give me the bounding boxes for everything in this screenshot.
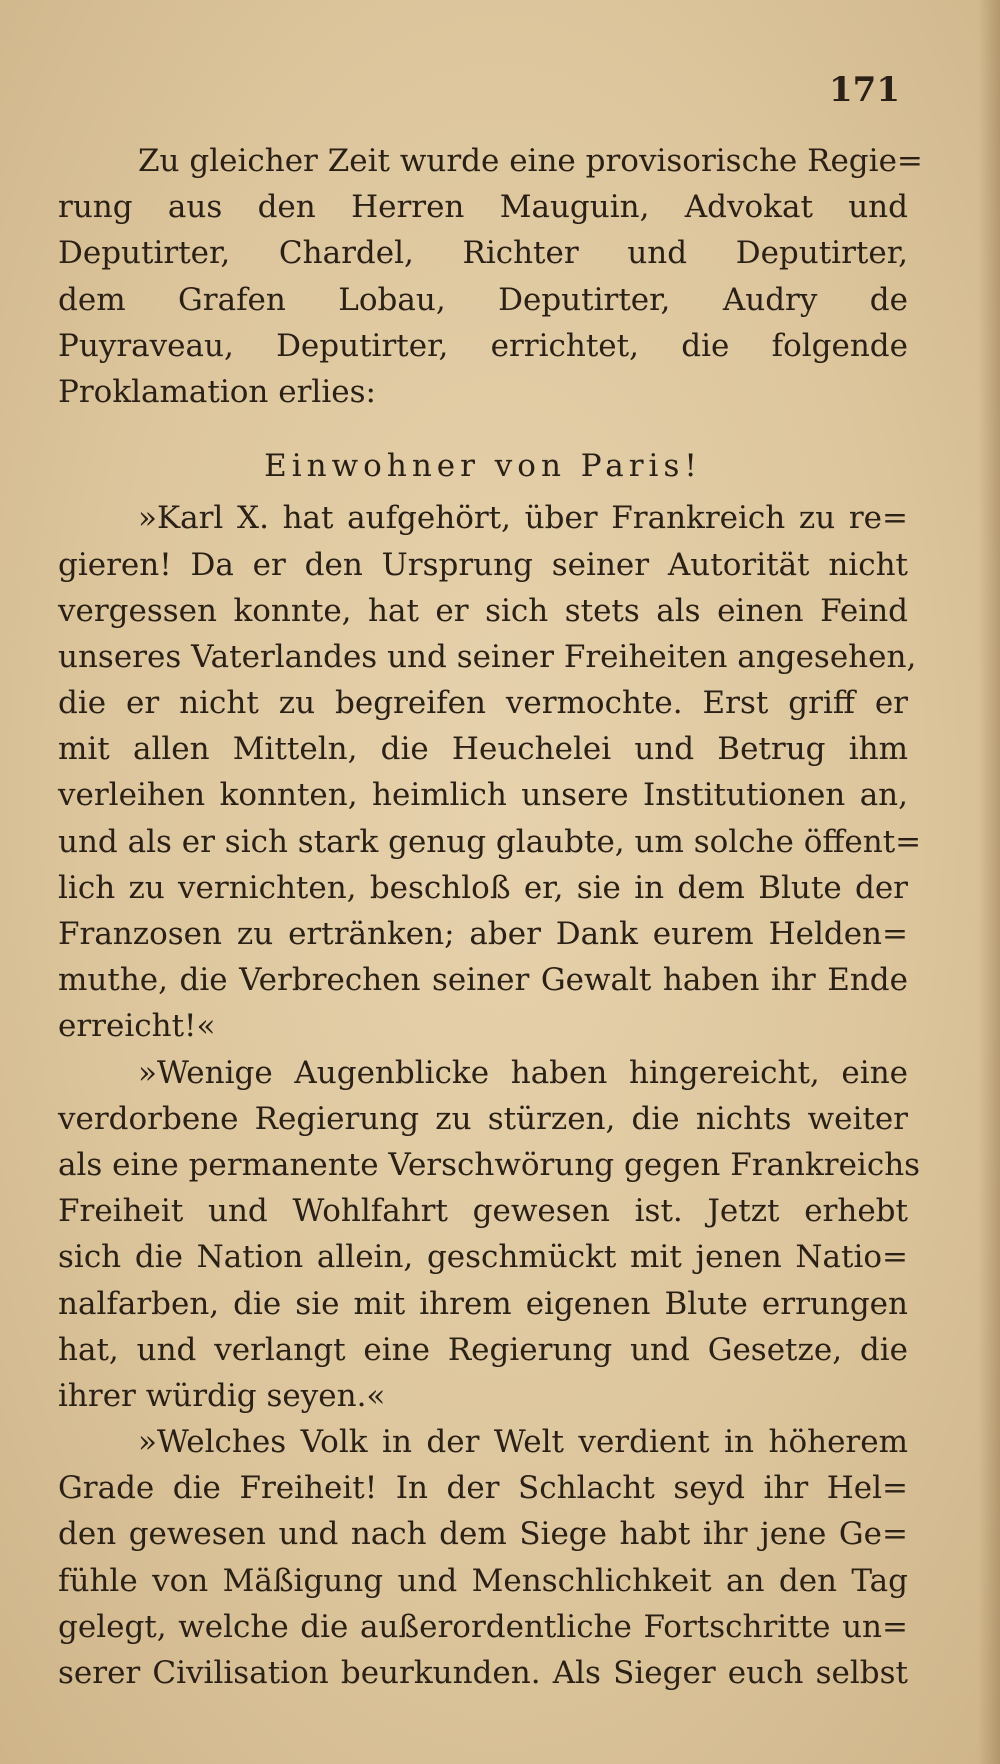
- paragraph-welches: [58, 1419, 908, 1696]
- page-gutter-shadow: [978, 0, 1000, 1764]
- text-line: dem Grafen Lobau, Deputirter, Audry de: [58, 281, 908, 318]
- text-line: fühle von Mäßigung und Menschlichkeit an den Tag: [58, 1562, 908, 1599]
- text-line: erreicht!«: [58, 1008, 216, 1045]
- text-line: rung aus den Herren Mauguin, Advokat und: [58, 189, 908, 226]
- text-line: und als er sich stark genug glaubte, um solche öffent=: [58, 823, 922, 860]
- text-line: Proklamation erlies:: [58, 373, 376, 410]
- text-line: verdorbene Regierung zu stürzen, die nichts weiter: [58, 1100, 908, 1137]
- body-text: [58, 138, 923, 1696]
- text-line: muthe, die Verbrechen seiner Gewalt haben ihr Ende: [58, 962, 908, 999]
- paragraph-karl: [58, 495, 922, 1049]
- page-number: 171: [829, 70, 900, 110]
- text-line: Franzosen zu ertränken; aber Dank eurem Helden=: [58, 916, 908, 952]
- text-line: Freiheit und Wohlfahrt gewesen ist. Jetzt erhebt: [58, 1193, 908, 1230]
- text-line: als eine permanente Verschwörung gegen Frankreichs: [58, 1146, 921, 1183]
- text-line: den gewesen und nach dem Siege habt ihr jene Ge=: [58, 1516, 908, 1553]
- paragraph-wenige: [58, 1050, 921, 1420]
- text-line: »Wenige Augenblicke haben hingereicht, eine: [138, 1054, 908, 1091]
- text-line: gieren! Da er den Ursprung seiner Autorität nicht: [58, 546, 908, 583]
- text-line: unseres Vaterlandes und seiner Freiheiten angesehen,: [58, 638, 917, 675]
- text-line: vergessen konnte, hat er sich stets als einen Feind: [58, 592, 908, 629]
- text-line: Puyraveau, Deputirter, errichtet, die folgende: [58, 327, 908, 364]
- text-line: »Karl X. hat aufgehört, über Frankreich zu re=: [138, 500, 908, 537]
- text-line: »Welches Volk in der Welt verdient in höherem: [138, 1424, 908, 1461]
- text-line: lich zu vernichten, beschloß er, sie in dem Blute der: [58, 869, 908, 906]
- text-line: verleihen konnten, heimlich unsere Institutionen an,: [58, 777, 908, 814]
- text-line: mit allen Mitteln, die Heuchelei und Betrug ihm: [58, 731, 908, 768]
- text-line: ihrer würdig seyen.«: [58, 1377, 386, 1414]
- text-line: Deputirter, Chardel, Richter und Deputirter,: [58, 235, 908, 272]
- proclamation-heading: Einwohner von Paris!: [264, 448, 702, 485]
- paragraph-government: [58, 138, 923, 415]
- text-line: hat, und verlangt eine Regierung und Gesetze, die: [58, 1331, 908, 1368]
- text-line: sich die Nation allein, geschmückt mit jenen Natio=: [58, 1239, 908, 1276]
- text-line: die er nicht zu begreifen vermochte. Erst griff er: [58, 685, 908, 722]
- text-line: serer Civilisation beurkunden. Als Sieger euch selbst: [58, 1655, 908, 1691]
- text-line: Grade die Freiheit! In der Schlacht seyd ihr Hel=: [58, 1470, 908, 1507]
- text-line: nalfarben, die sie mit ihrem eigenen Blute errungen: [58, 1285, 908, 1322]
- text-line: gelegt, welche die außerordentliche Fortschritte un=: [58, 1608, 908, 1645]
- text-line: Zu gleicher Zeit wurde eine provisorische Regie=: [138, 143, 923, 179]
